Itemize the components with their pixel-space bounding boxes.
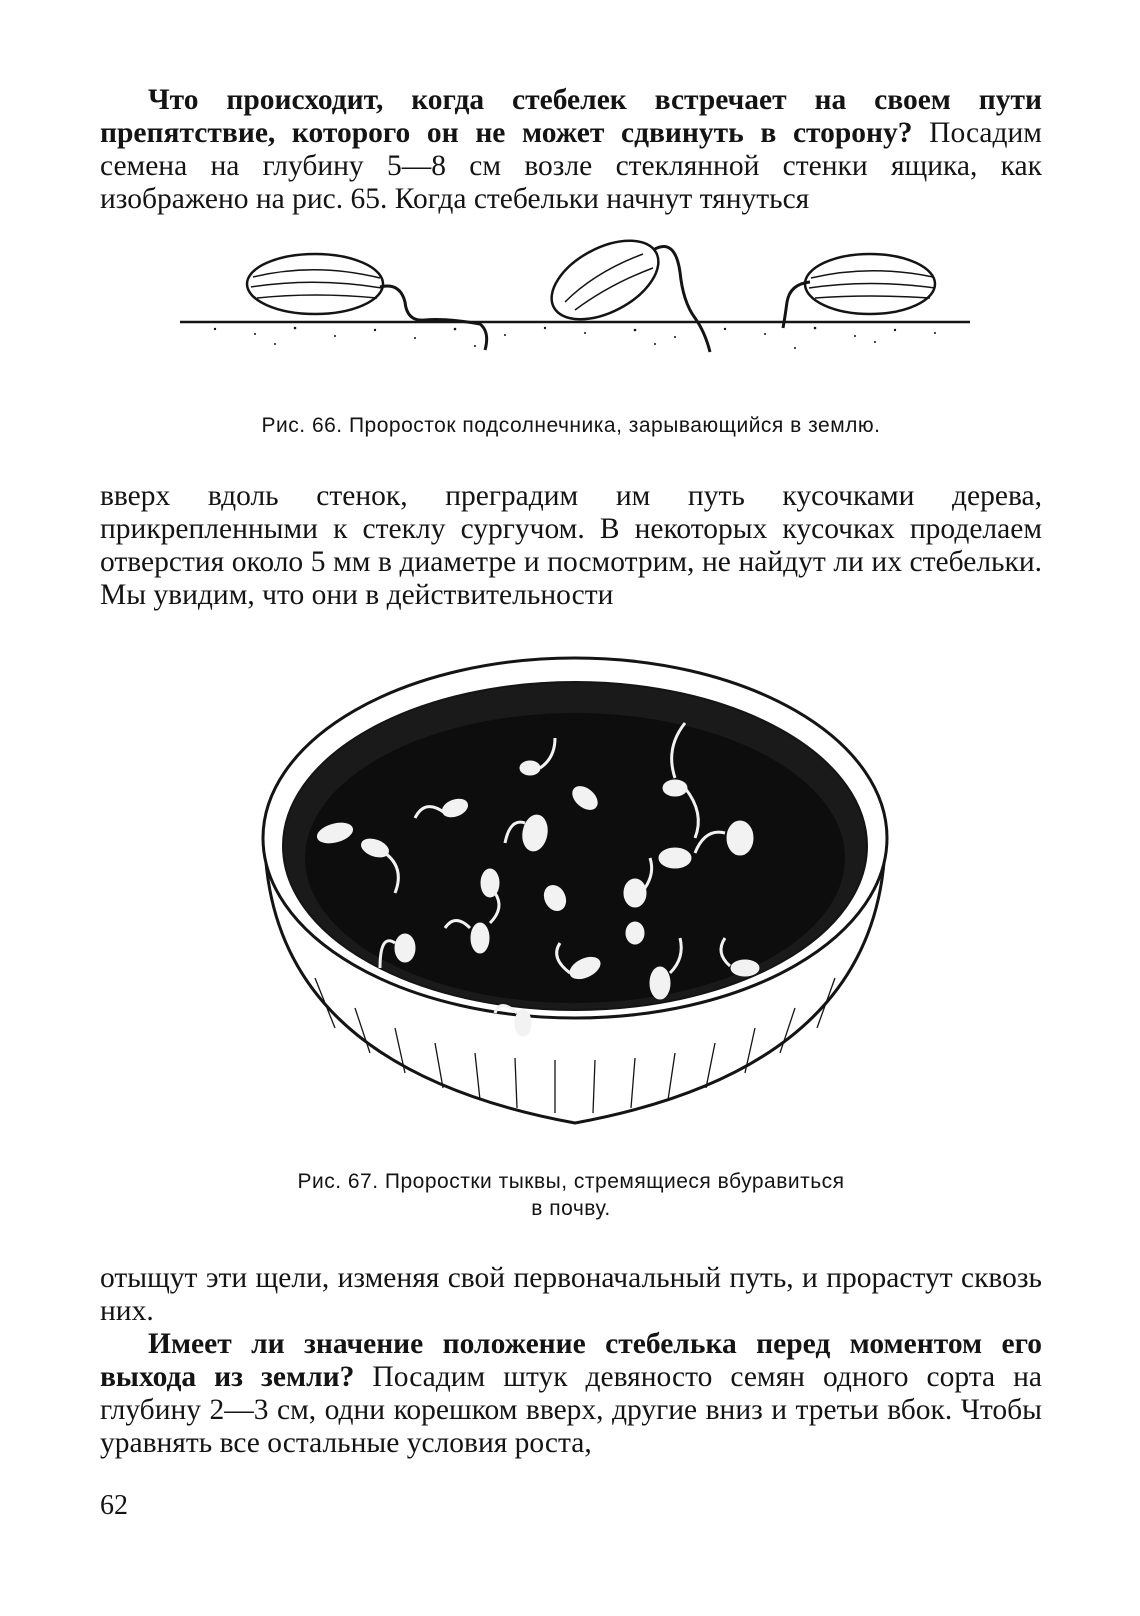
seed-2 [539,232,710,352]
paragraph-4-bold-question: Имеет ли значение положение стебелька перед моментом его выхода из земли? [100,1328,1042,1393]
figure-67-pumpkin-sprouts-bowl [255,648,895,1148]
paragraph-1-text: Посадим семена на глубину 5—8 см возле стеклянной стенки ящика, как изображено на рис. 65. Когда стебельки начнут тянуться [100,117,1042,215]
figure-66-sunflower-sprouts [175,232,975,372]
paragraph-sprout-obstacle [100,84,1042,216]
soil-stipple [214,327,936,349]
figure-67-caption [100,1168,1042,1222]
paragraph-obstacles: вверх вдоль стенок, преградим им путь кусочками дерева, прикрепленными к стеклу сургучом. В некоторых кусочках проделаем отверстия около 5 мм в диаметре и посмотрим, не найдут ли их стебельки. Мы увидим, что они в действительности [100,480,1042,611]
paragraph-1-bold-question: Что происходит, когда стебелек встречает на своем пути препятствие, которого он не может сдвинуть в сторону? [100,84,1042,149]
seed-1 [247,254,487,350]
page-number: 62 [100,1490,128,1521]
paragraph-slits: отыщут эти щели, изменяя свой первоначальный путь, и прорастут сквозь них. [100,1262,1042,1327]
figure-67-caption-line-2: в почву. [531,1197,611,1220]
figure-66-caption: Рис. 66. Проросток подсолнечника, зарывающийся в землю. [261,414,881,437]
paragraph-4-text: Посадим штук девяносто семян одного сорта на глубину 2—3 см, одни корешком вверх, другие вниз и третьи вбок. Чтобы уравнять все остальные условия роста, [100,1361,1042,1459]
paragraph-stem-position [100,1328,1042,1460]
seed-3 [783,254,935,328]
figure-67-caption-line-1: Рис. 67. Проростки тыквы, стремящиеся вбуравиться [297,1170,845,1193]
